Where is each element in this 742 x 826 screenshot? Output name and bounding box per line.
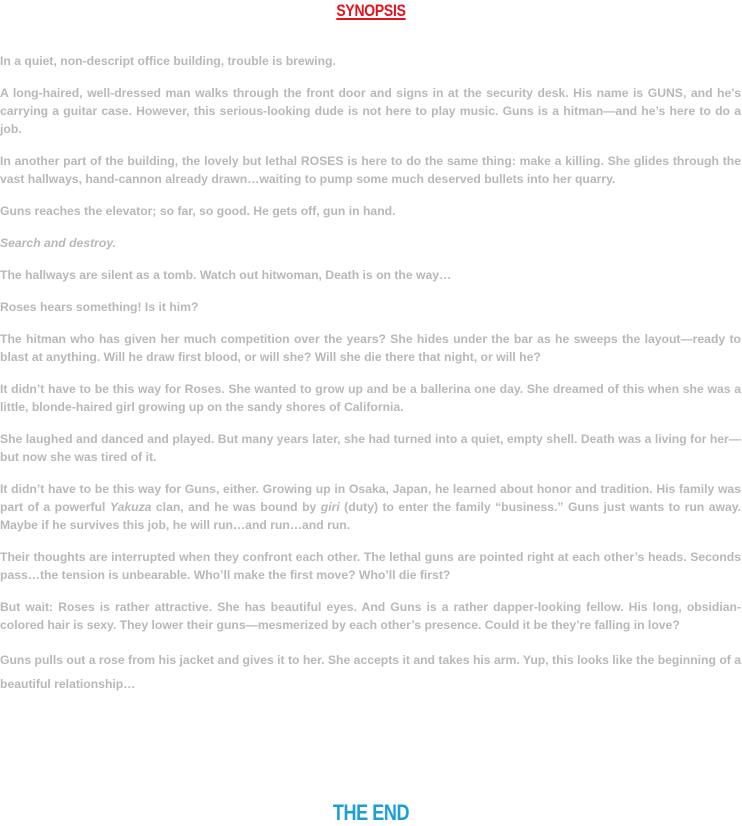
paragraph-confrontation: Their thoughts are interrupted when they confront each other. The lethal guns are pointed right at each other’s heads. Seconds pass…the tension is unbearable. Who’ll make the first move? Who’ll die first?	[0, 550, 741, 582]
paragraph-hitman-competition: The hitman who has given her much competition over the years? She hides under the bar as he sweeps the layout—ready to blast at anything. Will he draw first blood, or will she? Will she die there that night, or will he?	[0, 332, 741, 364]
synopsis-body	[0, 52, 741, 710]
synopsis-heading: SYNOPSIS	[336, 1, 406, 20]
paragraph-guns-arrives: A long-haired, well-dressed man walks through the front door and signs in at the security desk. His name is GUNS, and he’s carrying a guitar case. However, this serious-looking dude is not here to play music. Guns is a hitman—and he’s here to do a job.	[0, 86, 741, 136]
paragraph-attraction: But wait: Roses is rather attractive. She has beautiful eyes. And Guns is a rather dapper-looking fellow. His long, obsidian-colored hair is sexy. They lower their guns—mesmerized by each other’s presence. Could it be they’re falling in love?	[0, 600, 741, 632]
guns-backstory-part-c: clan, and he was bound by	[151, 500, 321, 514]
paragraph-guns-backstory	[0, 480, 741, 534]
paragraph-roses-backstory: It didn’t have to be this way for Roses. She wanted to grow up and be a ballerina one day. She dreamed of this when she was a little, blonde-haired girl growing up on the sandy shores of California.	[0, 382, 741, 414]
paragraph-hallways: The hallways are silent as a tomb. Watch out hitwoman, Death is on the way…	[0, 268, 452, 282]
paragraph-roses-hears: Roses hears something! Is it him?	[0, 300, 199, 314]
paragraph-search-destroy: Search and destroy.	[0, 236, 117, 250]
guns-backstory-part-a: It didn’t have to be this way for Guns, either. Growing up in Osaka, Japan, he learned about honor and tradition. His family was part of a powerful	[0, 482, 741, 514]
paragraph-roses-arrives: In another part of the building, the lovely but lethal ROSES is here to do the same thing: make a killing. She glides through the vast hallways, hand-cannon already drawn…waiting to pump some much deserved bullets into her quarry.	[0, 154, 741, 186]
the-end-footer: THE END	[332, 800, 410, 825]
yakuza-term: Yakuza	[109, 500, 152, 514]
paragraph-roses-tired: She laughed and danced and played. But many years later, she had turned into a quiet, empty shell. Death was a living for her—but now she was tired of it.	[0, 432, 741, 464]
paragraph-elevator: Guns reaches the elevator; so far, so good. He gets off, gun in hand.	[0, 204, 396, 218]
paragraph-intro: In a quiet, non-descript office building, trouble is brewing.	[0, 54, 336, 68]
giri-term: giri	[320, 500, 340, 514]
paragraph-rose-gift: Guns pulls out a rose from his jacket and gives it to her. She accepts it and takes his arm. Yup, this looks like the beginning of a beautiful relationship…	[0, 653, 741, 691]
guns-backstory-part-e: (duty) to enter the family “business.” Guns just wants to run away. Maybe if he survives this job, he will run…and run…and run.	[0, 500, 741, 532]
